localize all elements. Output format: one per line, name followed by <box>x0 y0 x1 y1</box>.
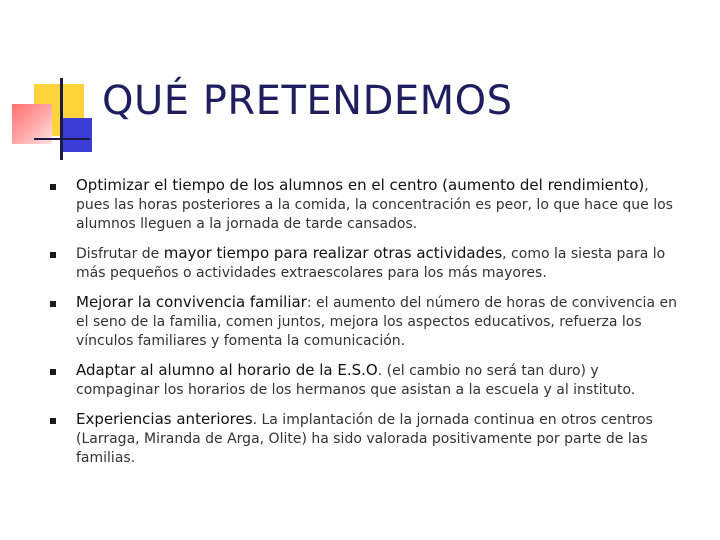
list-item <box>48 244 686 283</box>
item-text: . La implantación de la jornada continua en otros centros (Larraga, Miranda de Arga, Olite) ha sido valorada positivamente por parte de las familias. <box>76 412 653 466</box>
bullet-list <box>48 176 686 478</box>
square-bullet-icon <box>50 418 56 424</box>
square-bullet-icon <box>50 184 56 190</box>
list-item <box>48 361 686 400</box>
square-bullet-icon <box>50 301 56 307</box>
item-text: . (el cambio no será tan duro) y compaginar los horarios de los hermanos que asistan a la escuela y al instituto. <box>76 363 636 398</box>
item-text: : el aumento del número de horas de convivencia en el seno de la familia, comen juntos, mejora los aspectos educativos, refuerza los vínculos familiares y fomenta la comunicación. <box>76 295 677 349</box>
square-bullet-icon <box>50 369 56 375</box>
item-highlight: Optimizar el tiempo de los alumnos en el centro (aumento del rendimiento) <box>76 176 645 194</box>
item-highlight: Mejorar la convivencia familiar <box>76 293 307 311</box>
logo-blue-square <box>60 118 92 152</box>
list-item <box>48 410 686 468</box>
logo-vertical-line <box>60 78 63 160</box>
square-bullet-icon <box>50 252 56 258</box>
item-highlight: mayor tiempo para realizar otras actividades <box>163 244 503 262</box>
list-item <box>48 293 686 351</box>
logo-horizontal-line <box>34 138 90 140</box>
item-highlight: Experiencias anteriores <box>76 410 253 428</box>
list-item <box>48 176 686 234</box>
square-blocks-logo-icon <box>0 0 110 170</box>
item-text: , pues las horas posteriores a la comida, la concentración es peor, lo que hace que los alumnos lleguen a la jornada de tarde cansados. <box>76 178 673 232</box>
slide-title: QUÉ PRETENDEMOS <box>102 78 513 124</box>
item-lead: Disfrutar de <box>76 246 164 262</box>
item-highlight: Adaptar al alumno al horario de la E.S.O <box>76 361 378 379</box>
item-text: , como la siesta para lo más pequeños o actividades extraescolares para los más mayores. <box>76 246 666 281</box>
